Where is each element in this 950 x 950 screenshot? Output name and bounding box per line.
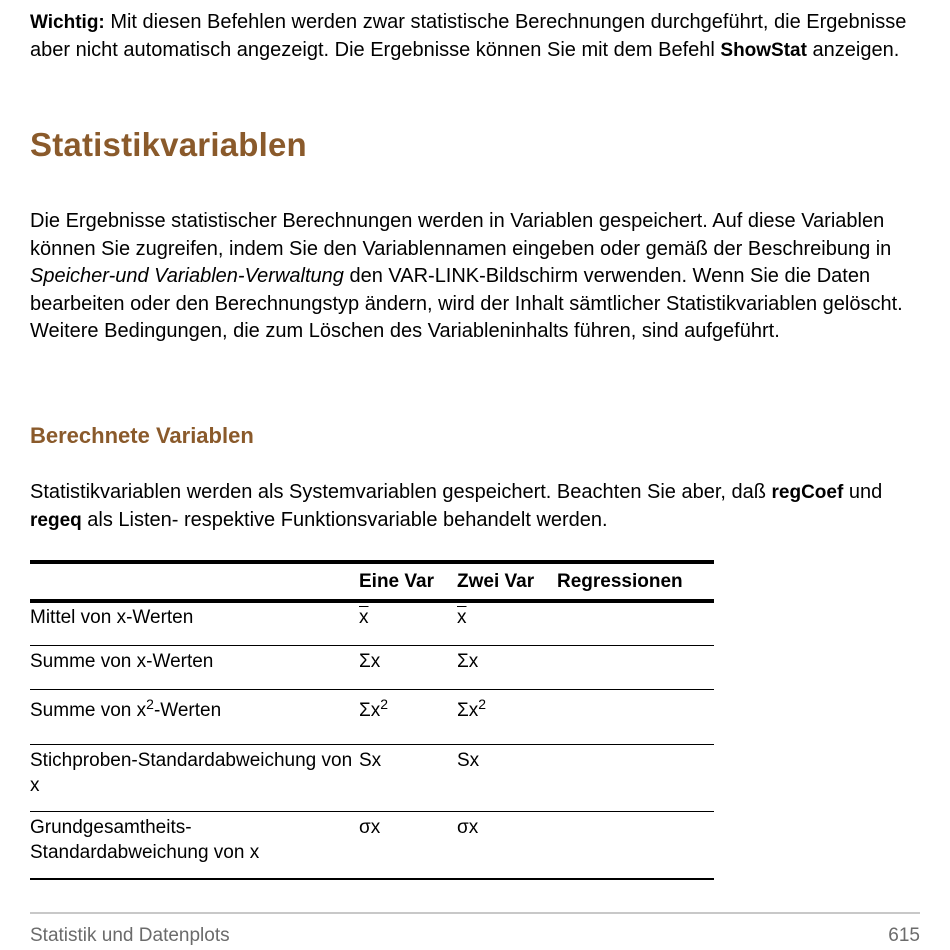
header-empty: [30, 562, 359, 601]
regressionen-cell: [557, 690, 714, 745]
note-command: ShowStat: [720, 39, 807, 61]
note-text-before: Mit diesen Befehlen werden zwar statistische Berechnungen durchgeführt, die Ergebnisse aber nicht automatisch angezeigt. Die Ergebnisse können Sie mit dem Befehl: [30, 11, 907, 61]
zwei-var-cell: [457, 601, 557, 646]
heading-berechnete-variablen: Berechnete Variablen: [30, 423, 254, 448]
row-label: Summe von x-Werten: [30, 651, 214, 672]
table-row: [30, 690, 714, 745]
intro-paragraph: [30, 208, 920, 346]
row-label: Grundgesamtheits-Standardabweichung von x: [30, 817, 260, 863]
heading-statistikvariablen: Statistikvariablen: [30, 126, 307, 163]
system-variables-paragraph: [30, 479, 920, 534]
table-row: [30, 812, 714, 880]
table-row: [30, 745, 714, 812]
row-label: Stichproben-Standardabweichung von x: [30, 750, 353, 796]
eine-var-cell: σx: [359, 817, 381, 838]
row-label: Mittel von x-Werten: [30, 607, 194, 628]
statistics-variables-table: [30, 560, 714, 880]
eine-var-cell: [359, 690, 457, 745]
zwei-var-cell: Sx: [457, 750, 480, 771]
zwei-var-cell: σx: [457, 817, 479, 838]
eine-var-cell: [359, 601, 457, 646]
header-zwei-var: Zwei Var: [457, 570, 535, 592]
intro-link-reference: Speicher-und Variablen-Verwaltung: [30, 265, 344, 287]
intro-text-before: Die Ergebnisse statistischer Berechnungen werden in Variablen gespeichert. Auf diese Variablen können Sie zugreifen, indem Sie den Variablennamen eingeben oder gemäß der Beschreibung in: [30, 210, 892, 260]
regressionen-cell: [557, 646, 714, 690]
superscript: 2: [478, 696, 487, 712]
footer-section-title: Statistik und Datenplots: [30, 925, 230, 946]
table-row: [30, 601, 714, 646]
eine-var-cell: Sx: [359, 750, 382, 771]
note-text-after: anzeigen.: [806, 38, 900, 61]
para2-text-1: Statistikvariablen werden als Systemvariablen gespeichert. Beachten Sie aber, daß: [30, 481, 772, 503]
xbar-symbol: $\overline{x}$: [359, 607, 369, 628]
table-row: [30, 646, 714, 690]
row-label-text: -Werten: [153, 700, 222, 721]
para2-text-2: und: [843, 481, 883, 503]
eine-var-cell: Σx: [359, 651, 381, 672]
regeq-term: regeq: [30, 509, 82, 531]
symbol: Σx: [457, 700, 479, 721]
header-regressionen: Regressionen: [557, 570, 683, 592]
para2-text-3: als Listen- respektive Funktionsvariable behandelt werden.: [81, 508, 608, 531]
zwei-var-cell: Σx: [457, 651, 479, 672]
intro-text-after: den VAR-LINK-Bildschirm verwenden. Wenn Sie die Daten bearbeiten oder den Berechnungstyp ändern, wird der Inhalt sämtlicher Statistikvariablen gelöscht. Weitere Bedingungen, die zum Löschen des Variableninhalts führen, sind aufgeführt.: [30, 265, 903, 342]
superscript: 2: [146, 696, 154, 712]
table-header-row: [30, 562, 714, 601]
regressionen-cell: [557, 745, 714, 812]
important-note: [30, 9, 920, 64]
note-label: Wichtig:: [30, 12, 105, 33]
superscript: 2: [380, 696, 389, 712]
footer-divider: [30, 912, 920, 914]
regcoef-term: regCoef: [771, 482, 844, 503]
zwei-var-cell: [457, 690, 557, 745]
page-number: 615: [888, 925, 920, 946]
row-label-text: Summe von x: [30, 700, 147, 721]
regressionen-cell: [557, 601, 714, 646]
symbol: Σx: [359, 700, 381, 721]
xbar-symbol: $\overline{x}$: [457, 607, 467, 628]
row-label: [30, 690, 359, 745]
regressionen-cell: [557, 812, 714, 880]
header-eine-var: Eine Var: [359, 570, 434, 592]
